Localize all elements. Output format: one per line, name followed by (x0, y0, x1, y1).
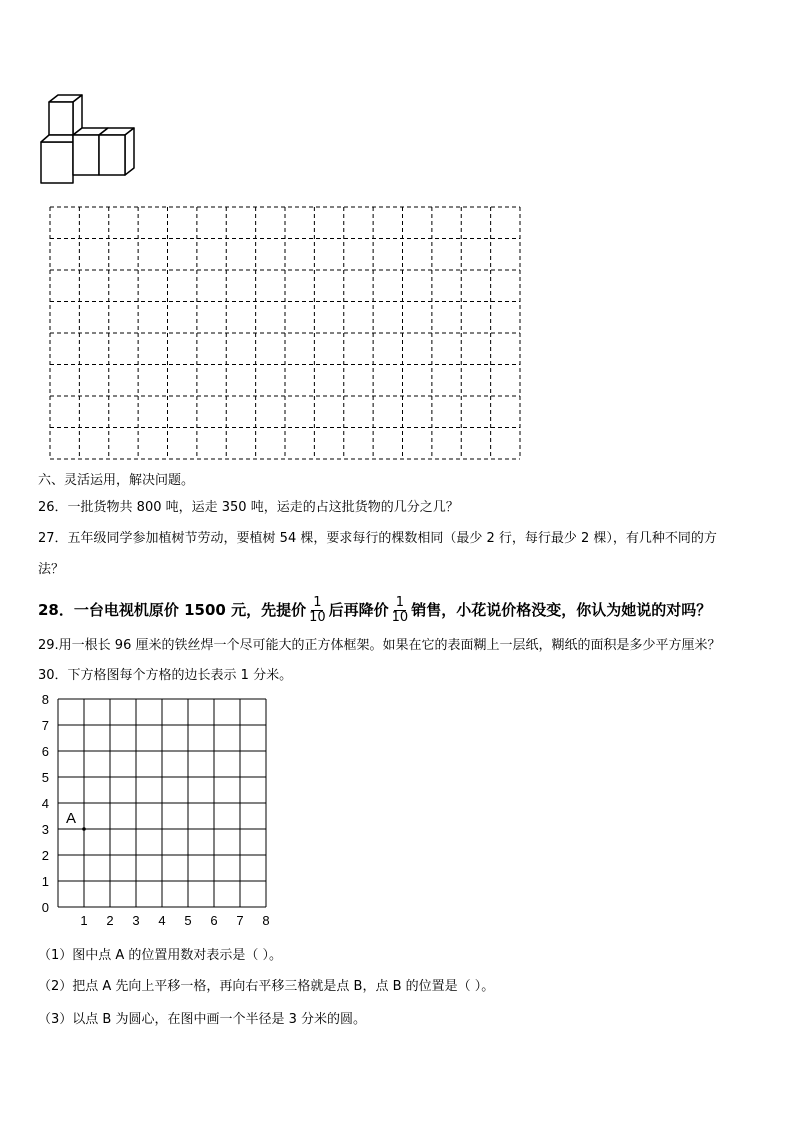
y-tick-label: 4 (41, 796, 49, 811)
cube-front-face-upper (49, 102, 73, 135)
question-28-part-3: 销售，小花说价格没变，你认为她说的对吗？ (411, 601, 712, 619)
fraction-numerator-2: 1 (395, 594, 405, 610)
y-tick-label: 3 (41, 822, 49, 837)
x-tick-label: 6 (210, 913, 218, 928)
y-tick-label: 1 (41, 874, 49, 889)
question-27-line-1: 27．五年级同学参加植树节劳动，要植树 54 棵，要求每行的棵数相同（最少 2 行，每行最少 2 棵），有几种不同的方 (38, 531, 717, 546)
y-tick-label: 6 (41, 744, 49, 759)
question-27-line-2: 法？ (38, 562, 65, 577)
fraction-one-tenth (307, 596, 328, 625)
question-28-part-1: 28．一台电视机原价 1500 元，先提价 (38, 601, 307, 619)
y-tick-label: 7 (41, 718, 49, 733)
question-30-sub-2: （2）把点 A 先向上平移一格，再向右平移三格就是点 B，点 B 的位置是（ ）。 (38, 979, 495, 994)
x-tick-label: 4 (158, 913, 166, 928)
question-26: 26．一批货物共 800 吨，运走 350 吨，运走的占这批货物的几分之几？ (38, 500, 459, 515)
x-tick-label: 8 (262, 913, 270, 928)
x-tick-label: 7 (236, 913, 244, 928)
y-tick-label: 5 (41, 770, 49, 785)
fraction-denominator-2: 10 (391, 609, 409, 625)
section-6-heading: 六、灵活运用，解决问题。 (38, 473, 195, 488)
coordinate-grid (36, 695, 286, 935)
cube-front-face-1 (41, 142, 73, 183)
x-tick-label: 1 (80, 913, 88, 928)
cube-front-face-2 (73, 135, 99, 175)
x-tick-label: 5 (184, 913, 192, 928)
question-28-part-2: 后再降价 (328, 601, 389, 619)
point-a (82, 827, 86, 831)
fraction-one-tenth-2 (390, 596, 411, 625)
y-tick-label: 2 (41, 848, 49, 863)
y-tick-label: 8 (41, 695, 49, 707)
point-a-label: A (66, 810, 77, 827)
question-30-sub-3: （3）以点 B 为圆心，在图中画一个半径是 3 分米的圆。 (38, 1012, 366, 1027)
y-tick-label: 0 (41, 900, 49, 915)
cube-side-face-3 (125, 128, 134, 175)
question-29: 29.用一根长 96 厘米的铁丝焊一个尽可能大的正方体框架。如果在它的表面糊上一层纸，糊纸的面积是多少平方厘米？ (38, 638, 721, 653)
question-28 (38, 590, 711, 630)
question-30: 30．下方格图每个方格的边长表示 1 分米。 (38, 668, 293, 683)
fraction-denominator: 10 (309, 609, 326, 625)
dashed-drawing-grid (48, 205, 522, 461)
cube-figure (38, 92, 140, 188)
question-30-sub-1: （1）图中点 A 的位置用数对表示是（ ）。 (38, 948, 283, 963)
cube-top-face-1 (41, 135, 73, 142)
x-tick-label: 3 (132, 913, 140, 928)
fraction-numerator: 1 (313, 594, 322, 610)
cube-front-face-3 (99, 135, 125, 175)
x-tick-label: 2 (106, 913, 114, 928)
